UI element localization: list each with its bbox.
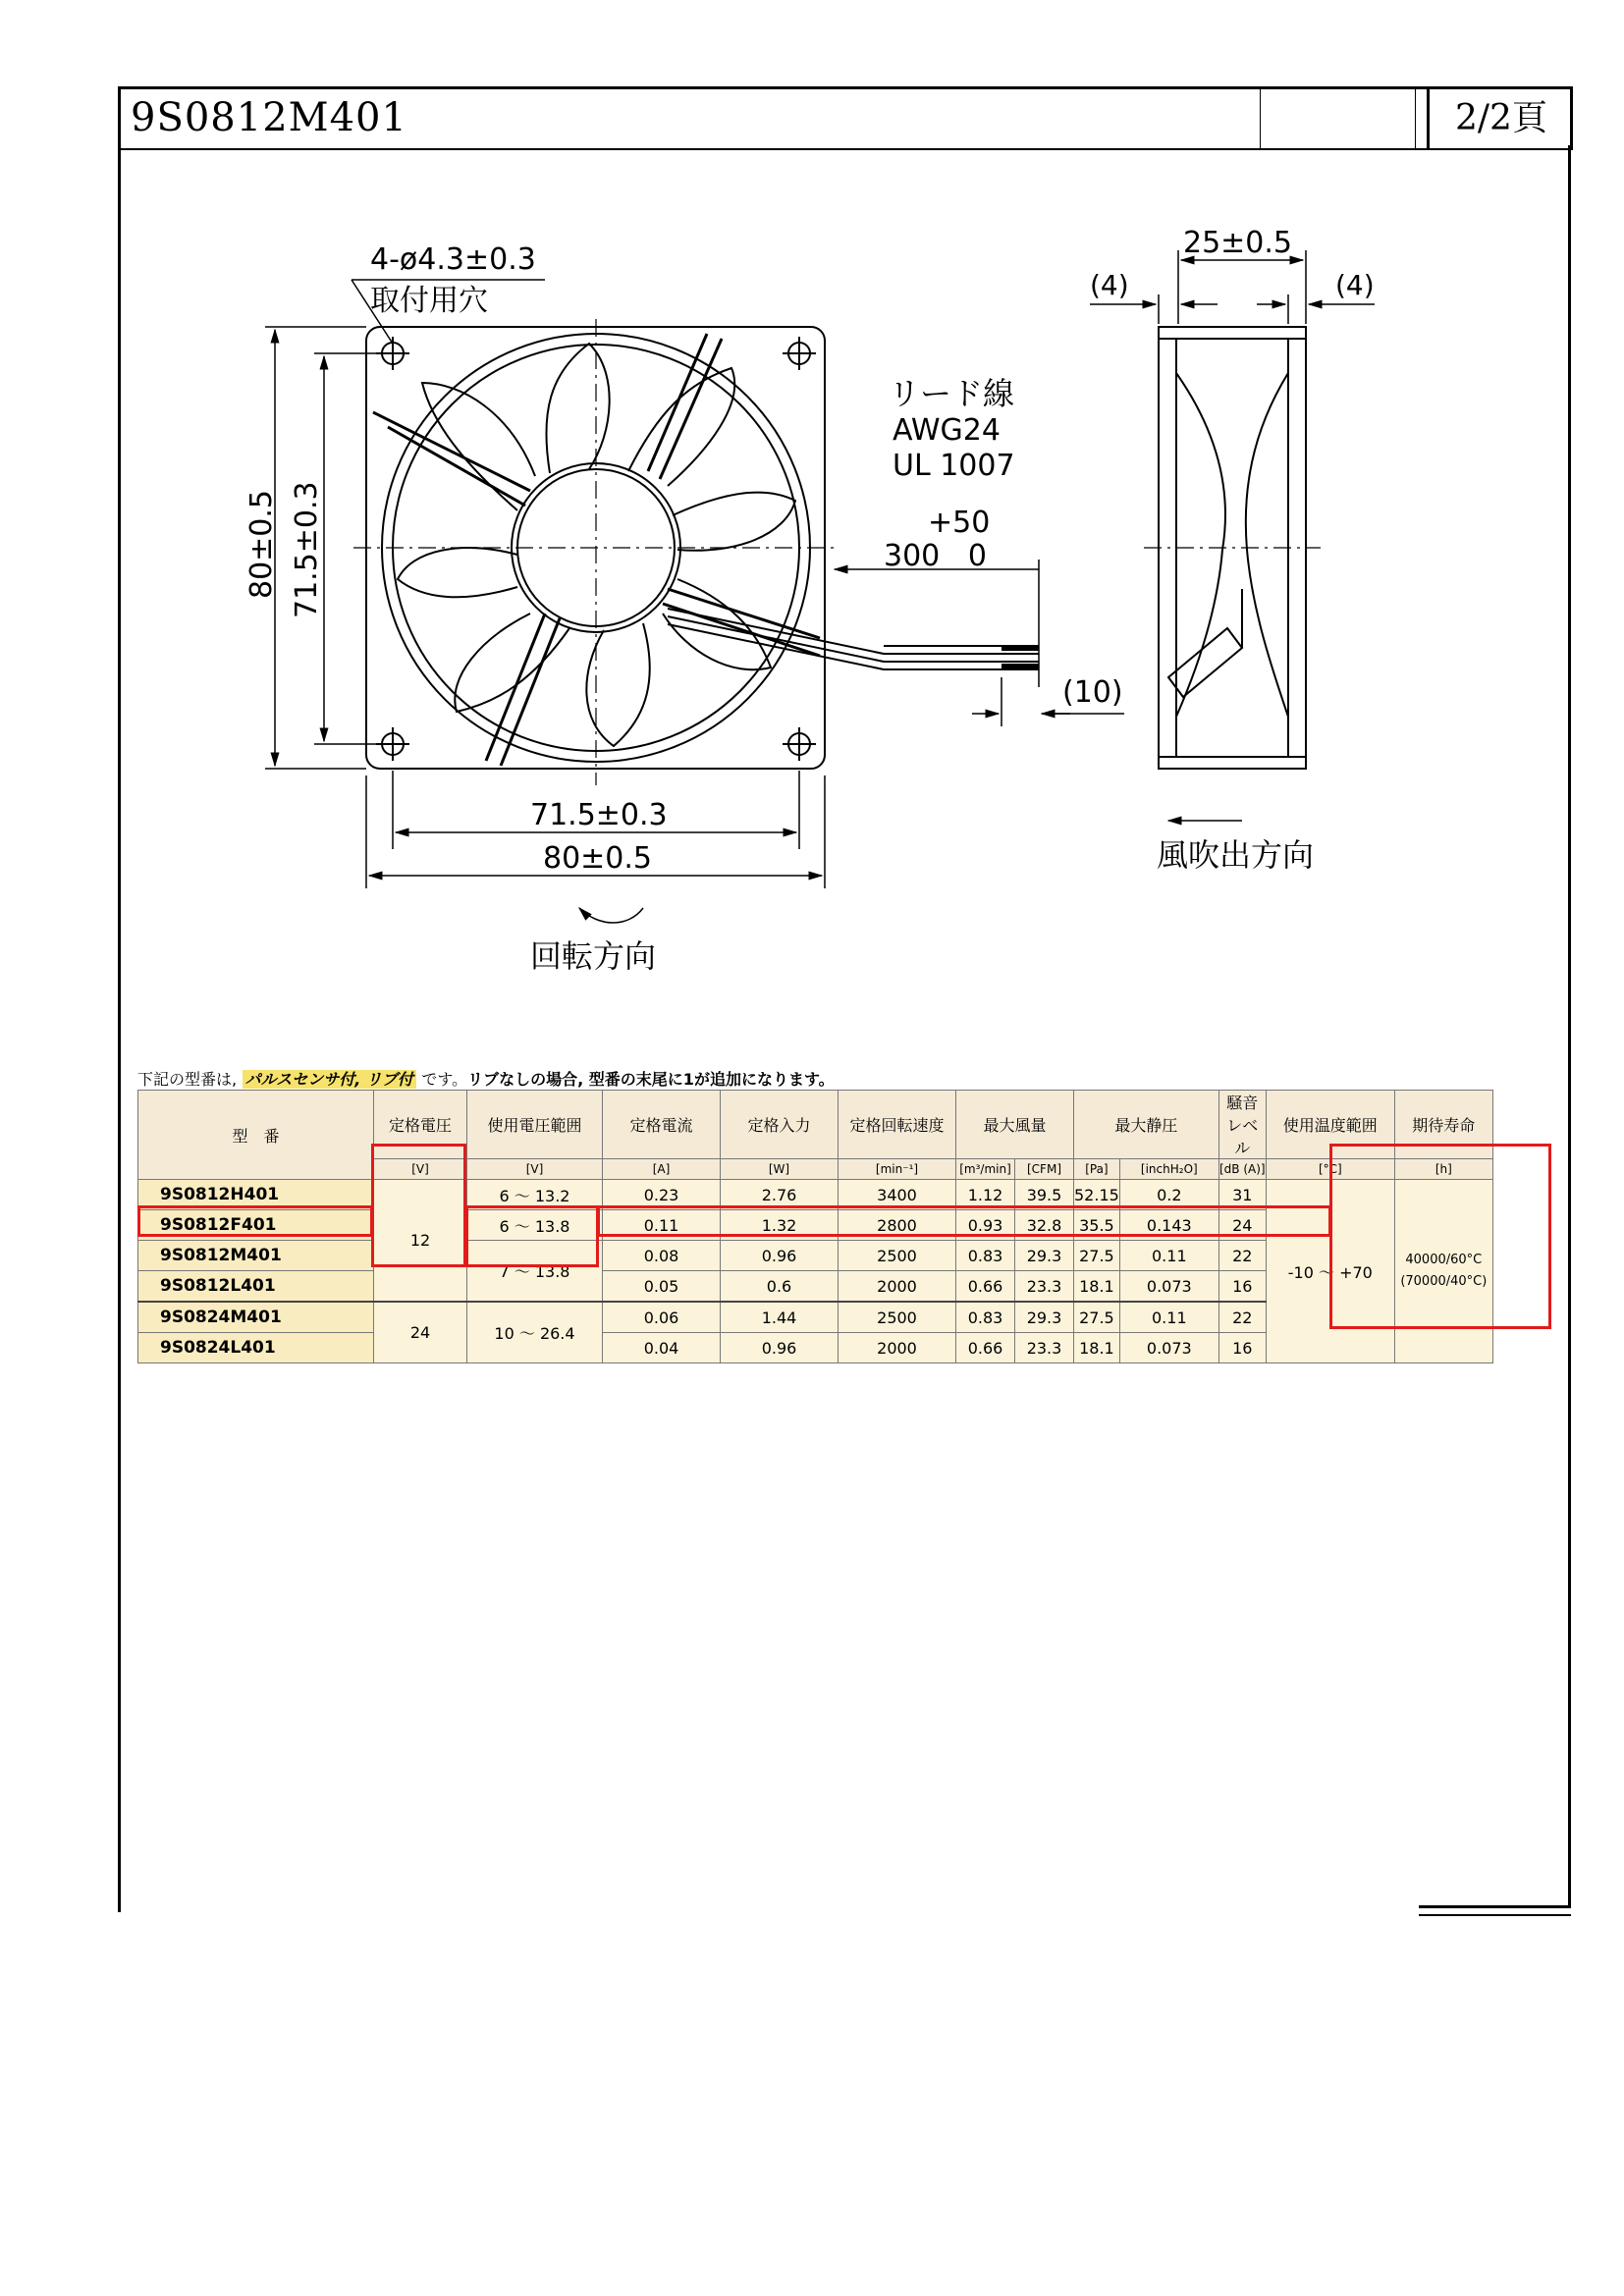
airflow-m3-cell: 0.83 — [956, 1241, 1015, 1271]
rated-voltage-cell: 12 — [374, 1180, 467, 1303]
spec-table — [137, 1090, 1493, 1363]
unit-cell: [°C] — [1266, 1159, 1394, 1180]
col-header-max-pressure: 最大静圧 — [1074, 1091, 1219, 1159]
pressure-inh2o-cell: 0.11 — [1119, 1302, 1218, 1333]
pressure-inh2o-cell: 0.143 — [1119, 1210, 1218, 1241]
speed-cell: 2500 — [839, 1241, 956, 1271]
height-outer-dimension: 80±0.5 — [244, 489, 279, 599]
col-header-noise: 騒音レベル — [1218, 1091, 1266, 1159]
rated-voltage-cell: 24 — [374, 1302, 467, 1363]
voltage-range-cell: 10 〜 26.4 — [467, 1302, 603, 1363]
col-header-rated-current: 定格電流 — [603, 1091, 721, 1159]
col-header-rated-speed: 定格回転速度 — [839, 1091, 956, 1159]
unit-cell: [V] — [467, 1159, 603, 1180]
center-lines — [353, 319, 839, 785]
airflow-m3-cell: 0.66 — [956, 1333, 1015, 1363]
temp-range-cell: -10 〜 +70 — [1266, 1180, 1394, 1363]
note-suffix-bold: リブなしの場合, 型番の末尾に1が追加になります。 — [467, 1070, 835, 1089]
lead-wire-awg: AWG24 — [893, 413, 1001, 448]
unit-cell: [A] — [603, 1159, 721, 1180]
width-outer-dimension: 80±0.5 — [543, 841, 653, 876]
noise-cell: 22 — [1218, 1302, 1266, 1333]
noise-cell: 24 — [1218, 1210, 1266, 1241]
unit-cell: [Pa] — [1074, 1159, 1120, 1180]
voltage-range-cell: 6 〜 13.8 — [467, 1210, 603, 1241]
life-value-2: (70000/40°C) — [1400, 1274, 1488, 1289]
col-header-voltage-range: 使用電圧範囲 — [467, 1091, 603, 1159]
life-cell — [1394, 1180, 1492, 1363]
power-cell: 1.44 — [721, 1302, 839, 1333]
model-cell: 9S0812L401 — [138, 1271, 374, 1303]
noise-cell: 16 — [1218, 1271, 1266, 1303]
lead-wire-ul: UL 1007 — [893, 449, 1015, 483]
speed-cell: 2500 — [839, 1302, 956, 1333]
speed-cell: 2000 — [839, 1271, 956, 1303]
lead-wires — [668, 609, 1039, 669]
airflow-m3-cell: 0.66 — [956, 1271, 1015, 1303]
col-header-temp-range: 使用温度範囲 — [1266, 1091, 1394, 1159]
mount-hole-label: 取付用穴 — [370, 284, 488, 318]
depth-dimension: 25±0.5 — [1183, 226, 1293, 260]
airflow-direction-label: 風吹出方向 — [1157, 836, 1315, 874]
power-cell: 2.76 — [721, 1180, 839, 1210]
voltage-range-cell: 6 〜 13.2 — [467, 1180, 603, 1210]
noise-cell: 31 — [1218, 1180, 1266, 1210]
current-cell: 0.06 — [603, 1302, 721, 1333]
strip-length: (10) — [1062, 675, 1123, 710]
col-header-model: 型 番 — [138, 1091, 374, 1180]
frame-footer-rule — [1419, 1905, 1571, 1916]
noise-cell: 22 — [1218, 1241, 1266, 1271]
width-inner-dimension: 71.5±0.3 — [530, 798, 668, 832]
mount-hole-dimension: 4-ø4.3±0.3 — [370, 242, 536, 277]
flange-left-dimension: (4) — [1090, 269, 1129, 301]
airflow-m3-cell: 0.83 — [956, 1302, 1015, 1333]
pressure-inh2o-cell: 0.2 — [1119, 1180, 1218, 1210]
pressure-pa-cell: 27.5 — [1074, 1302, 1120, 1333]
airflow-cfm-cell: 29.3 — [1015, 1241, 1074, 1271]
unit-cell: [inchH₂O] — [1119, 1159, 1218, 1180]
pressure-pa-cell: 35.5 — [1074, 1210, 1120, 1241]
current-cell: 0.11 — [603, 1210, 721, 1241]
lead-length-tolerance: +50 — [928, 506, 991, 540]
document-number: 9S0812M401 — [131, 95, 407, 140]
page-number: 2/2頁 — [1427, 89, 1573, 148]
model-cell: 9S0824M401 — [138, 1302, 374, 1333]
current-cell: 0.23 — [603, 1180, 721, 1210]
current-cell: 0.05 — [603, 1271, 721, 1303]
airflow-cfm-cell: 23.3 — [1015, 1333, 1074, 1363]
unit-cell: [min⁻¹] — [839, 1159, 956, 1180]
model-note — [137, 1067, 835, 1090]
height-inner-dimension: 71.5±0.3 — [290, 481, 324, 618]
unit-cell: [m³/min] — [956, 1159, 1015, 1180]
voltage-range-cell: 7 〜 13.8 — [467, 1241, 603, 1303]
table-row — [138, 1180, 1493, 1210]
noise-cell: 16 — [1218, 1333, 1266, 1363]
pressure-inh2o-cell: 0.073 — [1119, 1333, 1218, 1363]
col-header-life: 期待寿命 — [1394, 1091, 1492, 1159]
rotation-direction-label: 回転方向 — [530, 937, 657, 975]
power-cell: 0.6 — [721, 1271, 839, 1303]
col-header-rated-input: 定格入力 — [721, 1091, 839, 1159]
power-cell: 0.96 — [721, 1241, 839, 1271]
airflow-cfm-cell: 32.8 — [1015, 1210, 1074, 1241]
note-prefix: 下記の型番は, — [137, 1070, 238, 1089]
height-dimension-lines — [265, 327, 393, 769]
airflow-m3-cell: 1.12 — [956, 1180, 1015, 1210]
note-highlight: パルスセンサ付, リブ付 — [243, 1070, 416, 1089]
lead-wire-label: リード線 — [889, 375, 1015, 412]
airflow-m3-cell: 0.93 — [956, 1210, 1015, 1241]
speed-cell: 2800 — [839, 1210, 956, 1241]
model-cell: 9S0812H401 — [138, 1180, 374, 1210]
rotation-arrow-icon — [579, 908, 643, 923]
note-suffix-plain: です。 — [421, 1070, 468, 1089]
unit-cell: [W] — [721, 1159, 839, 1180]
model-cell: 9S0812F401 — [138, 1210, 374, 1241]
unit-cell: [h] — [1394, 1159, 1492, 1180]
pressure-pa-cell: 27.5 — [1074, 1241, 1120, 1271]
lead-length: 300 0 — [884, 539, 987, 573]
power-cell: 1.32 — [721, 1210, 839, 1241]
model-cell: 9S0824L401 — [138, 1333, 374, 1363]
life-value-1: 40000/60°C — [1405, 1253, 1483, 1267]
pressure-pa-cell: 52.15 — [1074, 1180, 1120, 1210]
pressure-pa-cell: 18.1 — [1074, 1271, 1120, 1303]
col-header-max-airflow: 最大風量 — [956, 1091, 1074, 1159]
current-cell: 0.04 — [603, 1333, 721, 1363]
pressure-inh2o-cell: 0.11 — [1119, 1241, 1218, 1271]
depth-dimension-lines — [1090, 250, 1375, 324]
power-cell: 0.96 — [721, 1333, 839, 1363]
col-header-rated-voltage: 定格電圧 — [374, 1091, 467, 1159]
speed-cell: 3400 — [839, 1180, 956, 1210]
airflow-cfm-cell: 23.3 — [1015, 1271, 1074, 1303]
airflow-cfm-cell: 39.5 — [1015, 1180, 1074, 1210]
unit-cell: [dB (A)] — [1218, 1159, 1266, 1180]
speed-cell: 2000 — [839, 1333, 956, 1363]
table-header-row — [138, 1091, 1493, 1159]
unit-cell: [V] — [374, 1159, 467, 1180]
airflow-cfm-cell: 29.3 — [1015, 1302, 1074, 1333]
fan-dimension-drawing — [0, 0, 1624, 1041]
pressure-inh2o-cell: 0.073 — [1119, 1271, 1218, 1303]
pressure-pa-cell: 18.1 — [1074, 1333, 1120, 1363]
unit-cell: [CFM] — [1015, 1159, 1074, 1180]
current-cell: 0.08 — [603, 1241, 721, 1271]
model-cell: 9S0812M401 — [138, 1241, 374, 1271]
flange-right-dimension: (4) — [1335, 269, 1375, 301]
